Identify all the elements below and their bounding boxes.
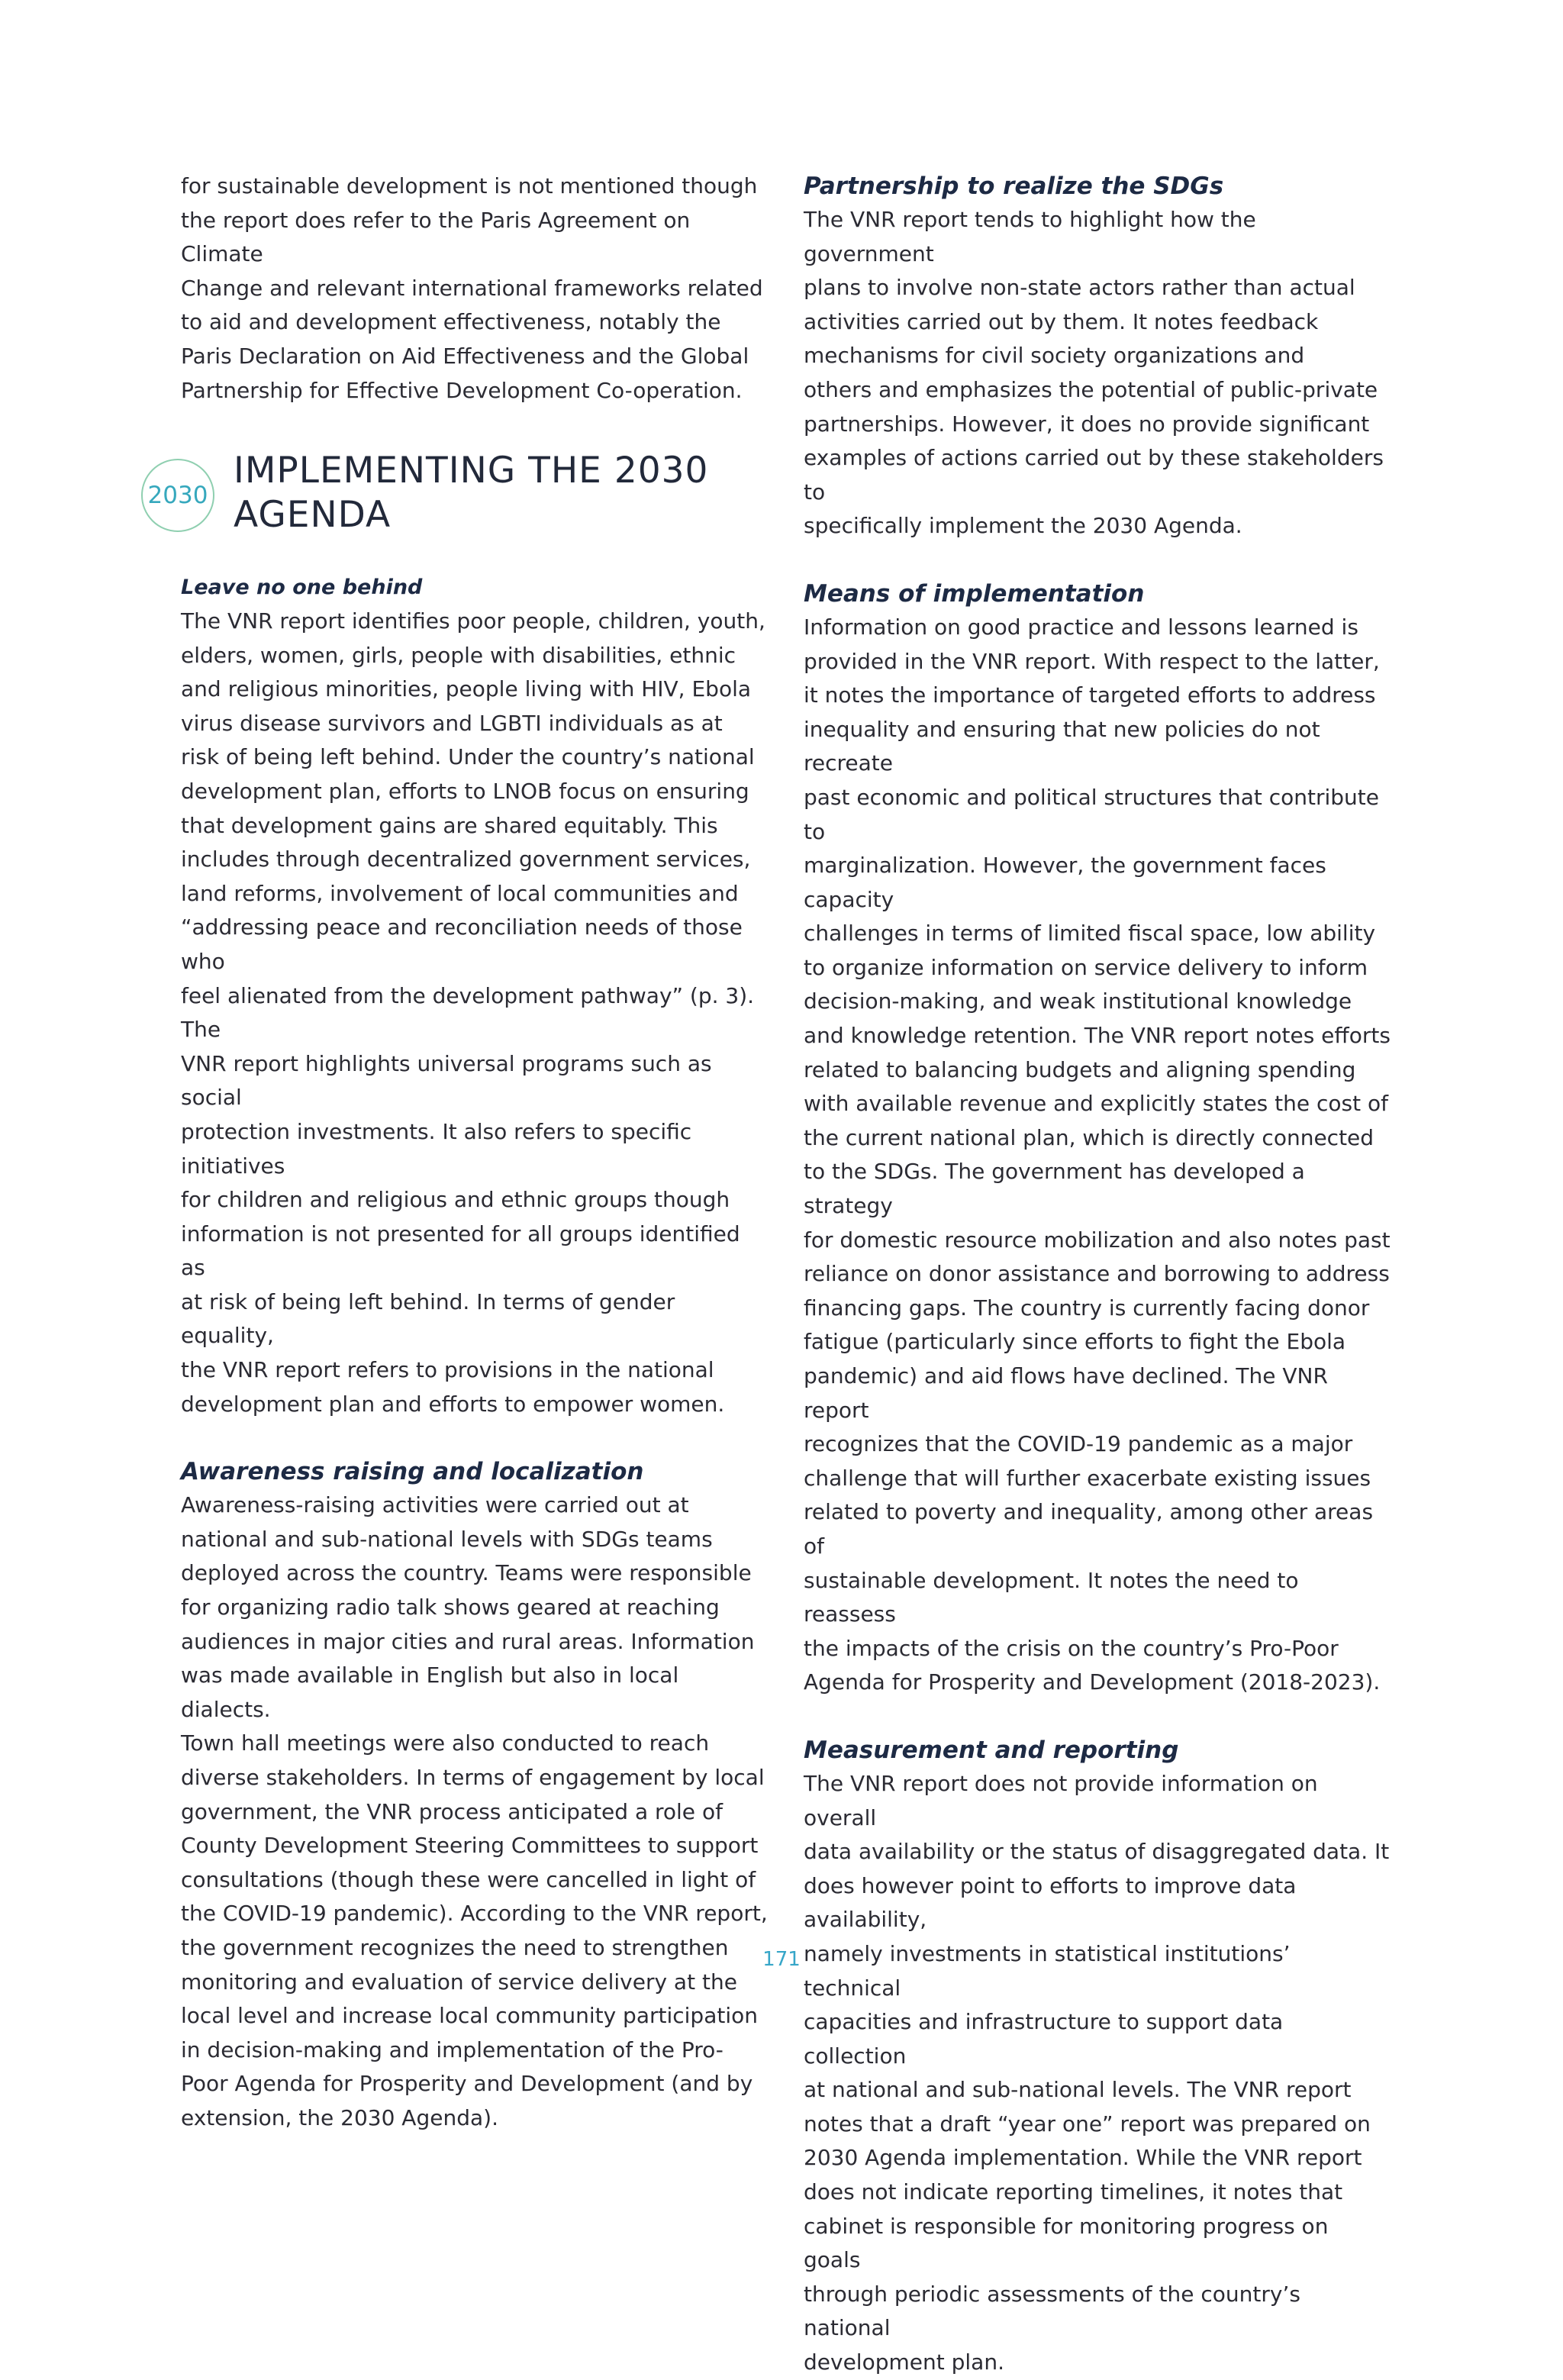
left-column-body: [181, 571, 769, 2136]
right-column: [804, 169, 1391, 2380]
page-number: 171: [762, 1948, 801, 1971]
awareness-heading: Awareness raising and localization: [181, 1458, 644, 1486]
lnob-heading: Leave no one behind: [181, 576, 423, 599]
section-title: IMPLEMENTING THE 2030 AGENDA: [234, 450, 709, 536]
partnership-paragraph: The VNR report tends to highlight how the government plans to involve non-state actors rather than actual activities carried out by them. It notes feedback mechanisms for civil society organizations and others and emphasizes the potential of public-private partnerships. However, it does no provide significant examples of actions carried out by these stakeholders to specifically implement the 2030 Agenda.: [804, 207, 1384, 539]
measurement-heading: Measurement and reporting: [804, 1736, 1179, 1764]
left-column-intro: [181, 169, 769, 408]
intro-paragraph: for sustainable development is not mentioned though the report does refer to the Paris Agreement on Climate Change and relevant international frameworks related to aid and development effectiveness, notably the Paris Declaration on Aid Effectiveness and the Global Partnership for Effective Development Co-operation.: [181, 173, 763, 403]
means-heading: Means of implementation: [804, 579, 1145, 608]
awareness-paragraph: Awareness-raising activities were carried out at national and sub-national levels with SDGs teams deployed across the country. Teams were responsible for organizing radio talk shows geared at reaching audiences in major cities and rural areas. Information was made available in English but also in local dialects. Town hall meetings were also conducted to reach diverse stakeholders. In terms of engagement by local government, the VNR process anticipated a role of County Development Steering Committees to support consultations (though these were cancelled in light of the COVID-19 pandemic). According to the VNR report, the government recognizes the need to strengthen monitoring and evaluation of service delivery at the local level and increase local community participation in decision-making and implementation of the Pro- Poor Agenda for Prosperity and Development (and by extension, the 2030 Agenda).: [181, 1492, 768, 2130]
agenda-2030-badge-icon: [141, 459, 214, 532]
badge-label: 2030: [147, 482, 208, 509]
partnership-heading: Partnership to realize the SDGs: [804, 173, 1224, 200]
lnob-paragraph: The VNR report identifies poor people, children, youth, elders, women, girls, people with disabilities, ethnic and religious minorities, people living with HIV, Ebola virus disease survivors and LGBTI individuals as at risk of being left behind. Under the country’s national development plan, efforts to LNOB focus on ensuring that development gains are shared equitably. This includes through decentralized government services, land reforms, involvement of local communities and “addressing peace and reconciliation needs of those who feel alienated from the development pathway” (p. 3). The VNR report highlights universal programs such as social protection investments. It also refers to specific initiatives for children and religious and ethnic groups though information is not presented for all groups identified as at risk of being left behind. In terms of gender equality, the VNR report refers to provisions in the national development plan and efforts to empower women.: [181, 608, 765, 1417]
section-heading: [141, 449, 752, 548]
means-paragraph: Information on good practice and lessons learned is provided in the VNR report. With respect to the latter, it notes the importance of targeted efforts to address inequality and ensuring that new policies do not recreate past economic and political structures that contribute to marginalization. However, the government faces capacity challenges in terms of limited fiscal space, low ability to organize information on service delivery to inform decision-making, and weak institutional knowledge and knowledge retention. The VNR report notes efforts related to balancing budgets and aligning spending with available revenue and explicitly states the cost of the current national plan, which is directly connected to the SDGs. The government has developed a strategy for domestic resource mobilization and also notes past reliance on donor assistance and borrowing to address financing gaps. The country is currently facing donor fatigue (particularly since efforts to fight the Ebola pandemic) and aid flows have declined. The VNR report recognizes that the COVID-19 pandemic as a major challenge that will further exacerbate existing issues related to poverty and inequality, among other areas of sustainable development. It notes the need to reassess the impacts of the crisis on the country’s Pro-Poor Agenda for Prosperity and Development (2018-2023).: [804, 614, 1391, 1695]
measurement-paragraph: The VNR report does not provide information on overall data availability or the status of disaggregated data. It does however point to efforts to improve data availability, namely investments in statistical institutions’ technical capacities and infrastructure to support data collection at national and sub-national levels. The VNR report notes that a draft “year one” report was prepared on 2030 Agenda implementation. While the VNR report does not indicate reporting timelines, it notes that cabinet is responsible for monitoring progress on goals through periodic assessments of the country’s national development plan.: [804, 1770, 1390, 2375]
